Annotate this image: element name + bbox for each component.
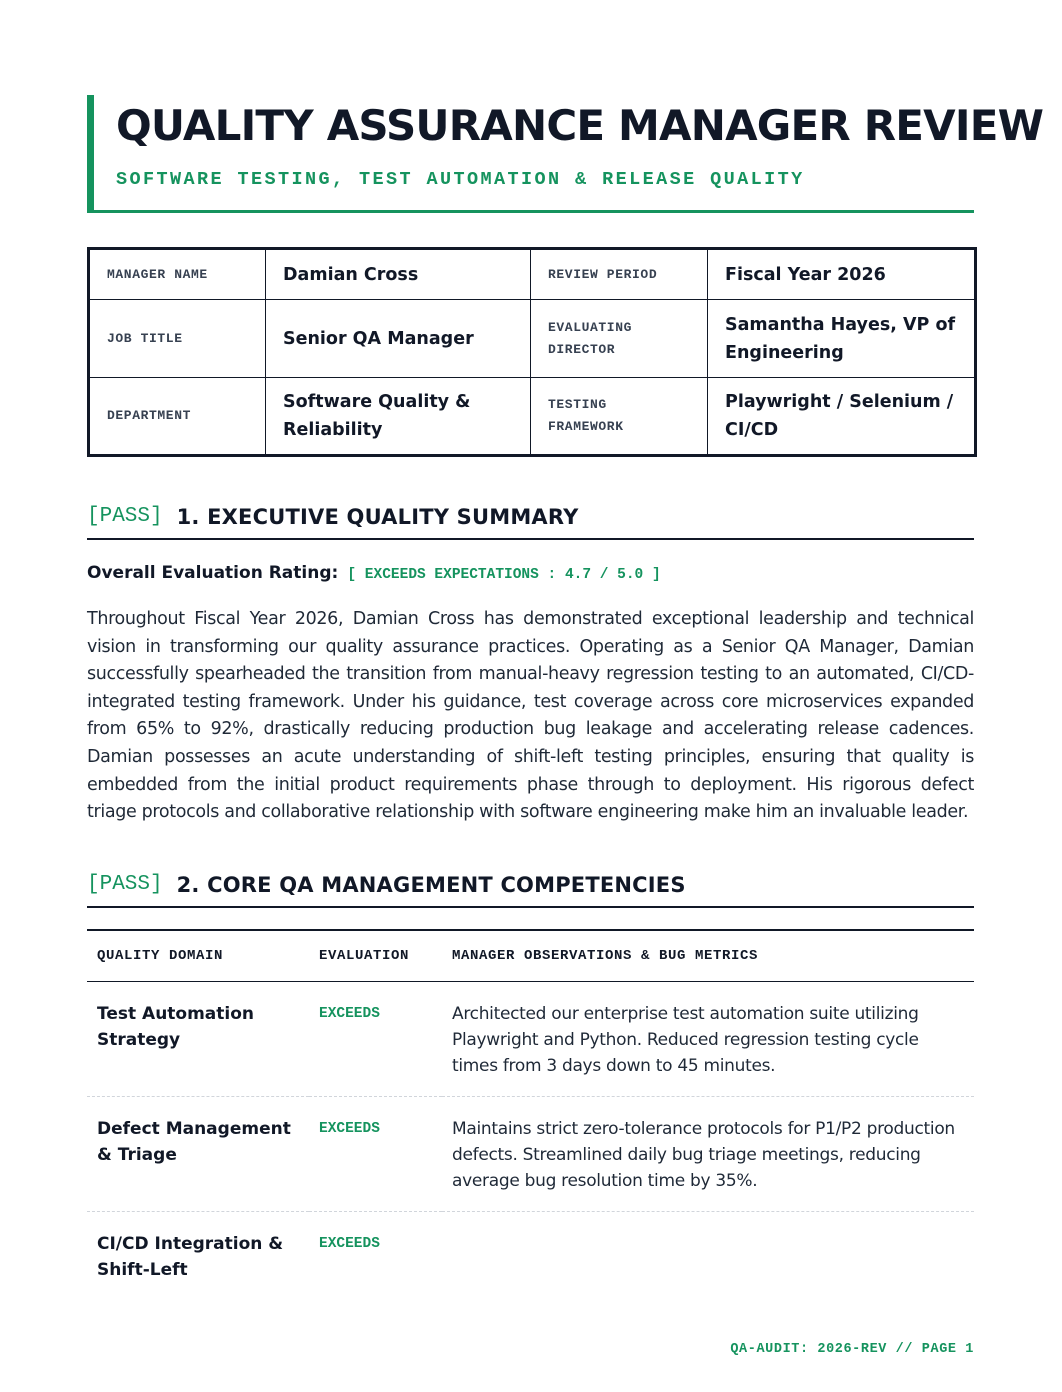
- evaluation-cell: EXCEEDS: [309, 982, 442, 1097]
- review-period-label: REVIEW PERIOD: [531, 249, 708, 300]
- job-title-value: Senior QA Manager: [266, 300, 531, 378]
- observations-cell: Maintains strict zero-tolerance protocols for P1/P2 production defects. Streamlined daily bug triage meetings, reducing average bug resolution time by 35%.: [442, 1097, 974, 1212]
- page-footer: QA-AUDIT: 2026-REV // PAGE 1: [730, 1342, 974, 1357]
- info-row: [89, 300, 976, 378]
- table-header-row: [87, 930, 974, 982]
- rating-value: [ EXCEEDS EXPECTATIONS : 4.7 / 5.0 ]: [347, 567, 661, 583]
- evaluating-director-value: Samantha Hayes, VP of Engineering: [708, 300, 976, 378]
- observations-cell: [442, 1212, 974, 1301]
- executive-summary-text: Throughout Fiscal Year 2026, Damian Cross has demonstrated exceptional leadership and technical vision in transforming our quality assurance practices. Operating as a Senior QA Manager, Damian successfully spearheaded the transition from manual-heavy regression testing to an automated, CI/CD-integrated testing framework. Under his guidance, test coverage across core microservices expanded from 65% to 92%, drastically reducing production bug leakage and accelerating release cadences. Damian possesses an acute understanding of shift-left testing principles, ensuring that quality is embedded from the initial product requirements phase through to deployment. His rigorous defect triage protocols and collaborative relationship with software engineering make him an invaluable leader.: [87, 609, 974, 823]
- pass-tag: [PASS]: [87, 873, 163, 896]
- section-title: 2. CORE QA MANAGEMENT COMPETENCIES: [176, 873, 686, 897]
- document-title: QUALITY ASSURANCE MANAGER REVIEW: [116, 101, 1044, 150]
- rating-label: Overall Evaluation Rating:: [87, 563, 339, 583]
- column-header-evaluation: EVALUATION: [309, 930, 442, 982]
- job-title-label: JOB TITLE: [89, 300, 266, 378]
- pass-tag: [PASS]: [87, 505, 163, 528]
- quality-domain-cell: CI/CD Integration & Shift-Left: [97, 1234, 284, 1280]
- info-row: [89, 378, 976, 456]
- evaluation-cell: EXCEEDS: [319, 1236, 380, 1252]
- evaluating-director-label: EVALUATING DIRECTOR: [531, 300, 708, 378]
- section-title: 1. EXECUTIVE QUALITY SUMMARY: [176, 505, 579, 529]
- overall-rating: [87, 563, 661, 583]
- department-label: DEPARTMENT: [89, 378, 266, 456]
- section-heading: [87, 870, 974, 908]
- testing-framework-value: Playwright / Selenium / CI/CD: [708, 378, 976, 456]
- column-header-quality-domain: QUALITY DOMAIN: [87, 930, 309, 982]
- manager-name-value: Damian Cross: [266, 249, 531, 300]
- info-row: [89, 249, 976, 300]
- observations-cell: Architected our enterprise test automation suite utilizing Playwright and Python. Reduced regression testing cycle times from 3 days down to 45 minutes.: [442, 982, 974, 1097]
- competency-table: [87, 929, 974, 1300]
- testing-framework-label: TESTING FRAMEWORK: [531, 378, 708, 456]
- department-value: Software Quality & Reliability: [266, 378, 531, 456]
- table-row: [87, 1212, 974, 1301]
- column-header-observations: MANAGER OBSERVATIONS & BUG METRICS: [442, 930, 974, 982]
- evaluation-cell: EXCEEDS: [309, 1097, 442, 1212]
- review-period-value: Fiscal Year 2026: [708, 249, 976, 300]
- manager-name-label: MANAGER NAME: [89, 249, 266, 300]
- document-subtitle: SOFTWARE TESTING, TEST AUTOMATION & RELEASE QUALITY: [116, 169, 805, 190]
- employee-info-table: [87, 247, 977, 457]
- table-row: [87, 1097, 974, 1212]
- section-competencies: [87, 870, 974, 908]
- quality-domain-cell: Test Automation Strategy: [87, 982, 309, 1097]
- document-header: [87, 95, 1044, 213]
- section-heading: [87, 502, 974, 540]
- section-executive-summary: [87, 502, 974, 540]
- table-row: [87, 982, 974, 1097]
- quality-domain-cell: Defect Management & Triage: [87, 1097, 309, 1212]
